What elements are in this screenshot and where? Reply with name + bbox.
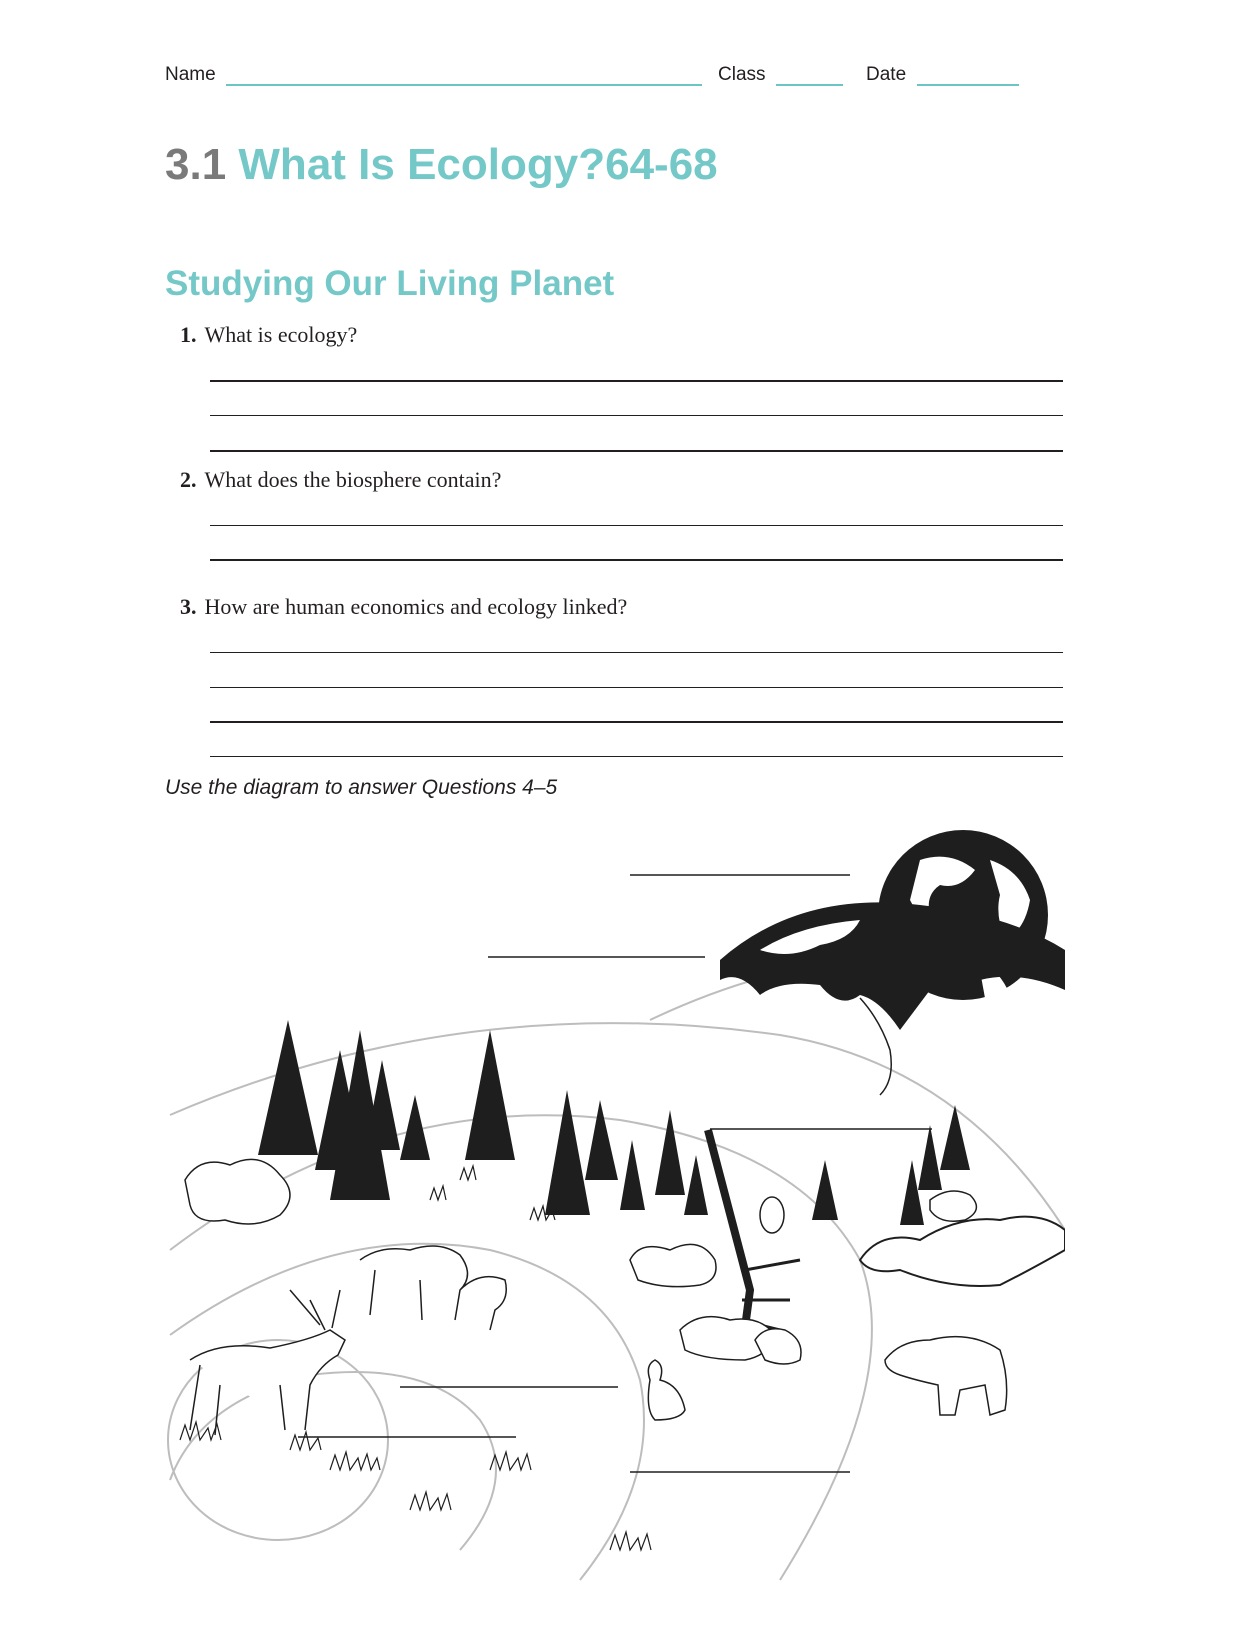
title-text: What Is Ecology?64-68 xyxy=(238,140,718,189)
name-label: Name xyxy=(165,64,216,85)
animals xyxy=(190,1246,1007,1435)
question-2 xyxy=(180,467,501,493)
question-1-text: What is ecology? xyxy=(204,322,358,347)
question-3-number: 3. xyxy=(180,594,197,619)
answer-line[interactable] xyxy=(210,721,1063,723)
section-heading: Studying Our Living Planet xyxy=(165,264,615,303)
community-arc xyxy=(170,1244,644,1580)
dead-tree-with-owl xyxy=(708,1130,800,1350)
date-field[interactable] xyxy=(917,84,1019,86)
answer-line[interactable] xyxy=(210,415,1063,416)
question-3 xyxy=(180,594,627,620)
answer-line[interactable] xyxy=(210,559,1063,561)
continents-band xyxy=(720,902,1065,1095)
date-label: Date xyxy=(866,64,907,85)
answer-line[interactable] xyxy=(210,525,1063,526)
question-1-number: 1. xyxy=(180,322,197,347)
question-2-text: What does the biosphere contain? xyxy=(204,467,502,492)
name-field[interactable] xyxy=(226,84,702,86)
answer-line[interactable] xyxy=(210,756,1063,757)
elk-herd xyxy=(360,1246,506,1330)
diagram-instruction: Use the diagram to answer Questions 4–5 xyxy=(165,776,558,799)
answer-line[interactable] xyxy=(210,450,1063,452)
class-field[interactable] xyxy=(776,84,843,86)
levels-of-organization-diagram xyxy=(160,820,1065,1600)
small-mammal xyxy=(755,1329,801,1364)
class-label: Class xyxy=(718,64,766,85)
rabbit xyxy=(648,1360,685,1420)
lake xyxy=(860,1217,1065,1286)
title-number: 3.1 xyxy=(165,140,227,189)
answer-line[interactable] xyxy=(210,380,1063,382)
question-2-number: 2. xyxy=(180,467,197,492)
bear xyxy=(885,1337,1007,1415)
question-1 xyxy=(180,322,357,348)
question-3-text: How are human economics and ecology linked? xyxy=(204,594,628,619)
answer-line[interactable] xyxy=(210,652,1063,653)
page-title xyxy=(165,140,718,190)
answer-line[interactable] xyxy=(210,687,1063,688)
